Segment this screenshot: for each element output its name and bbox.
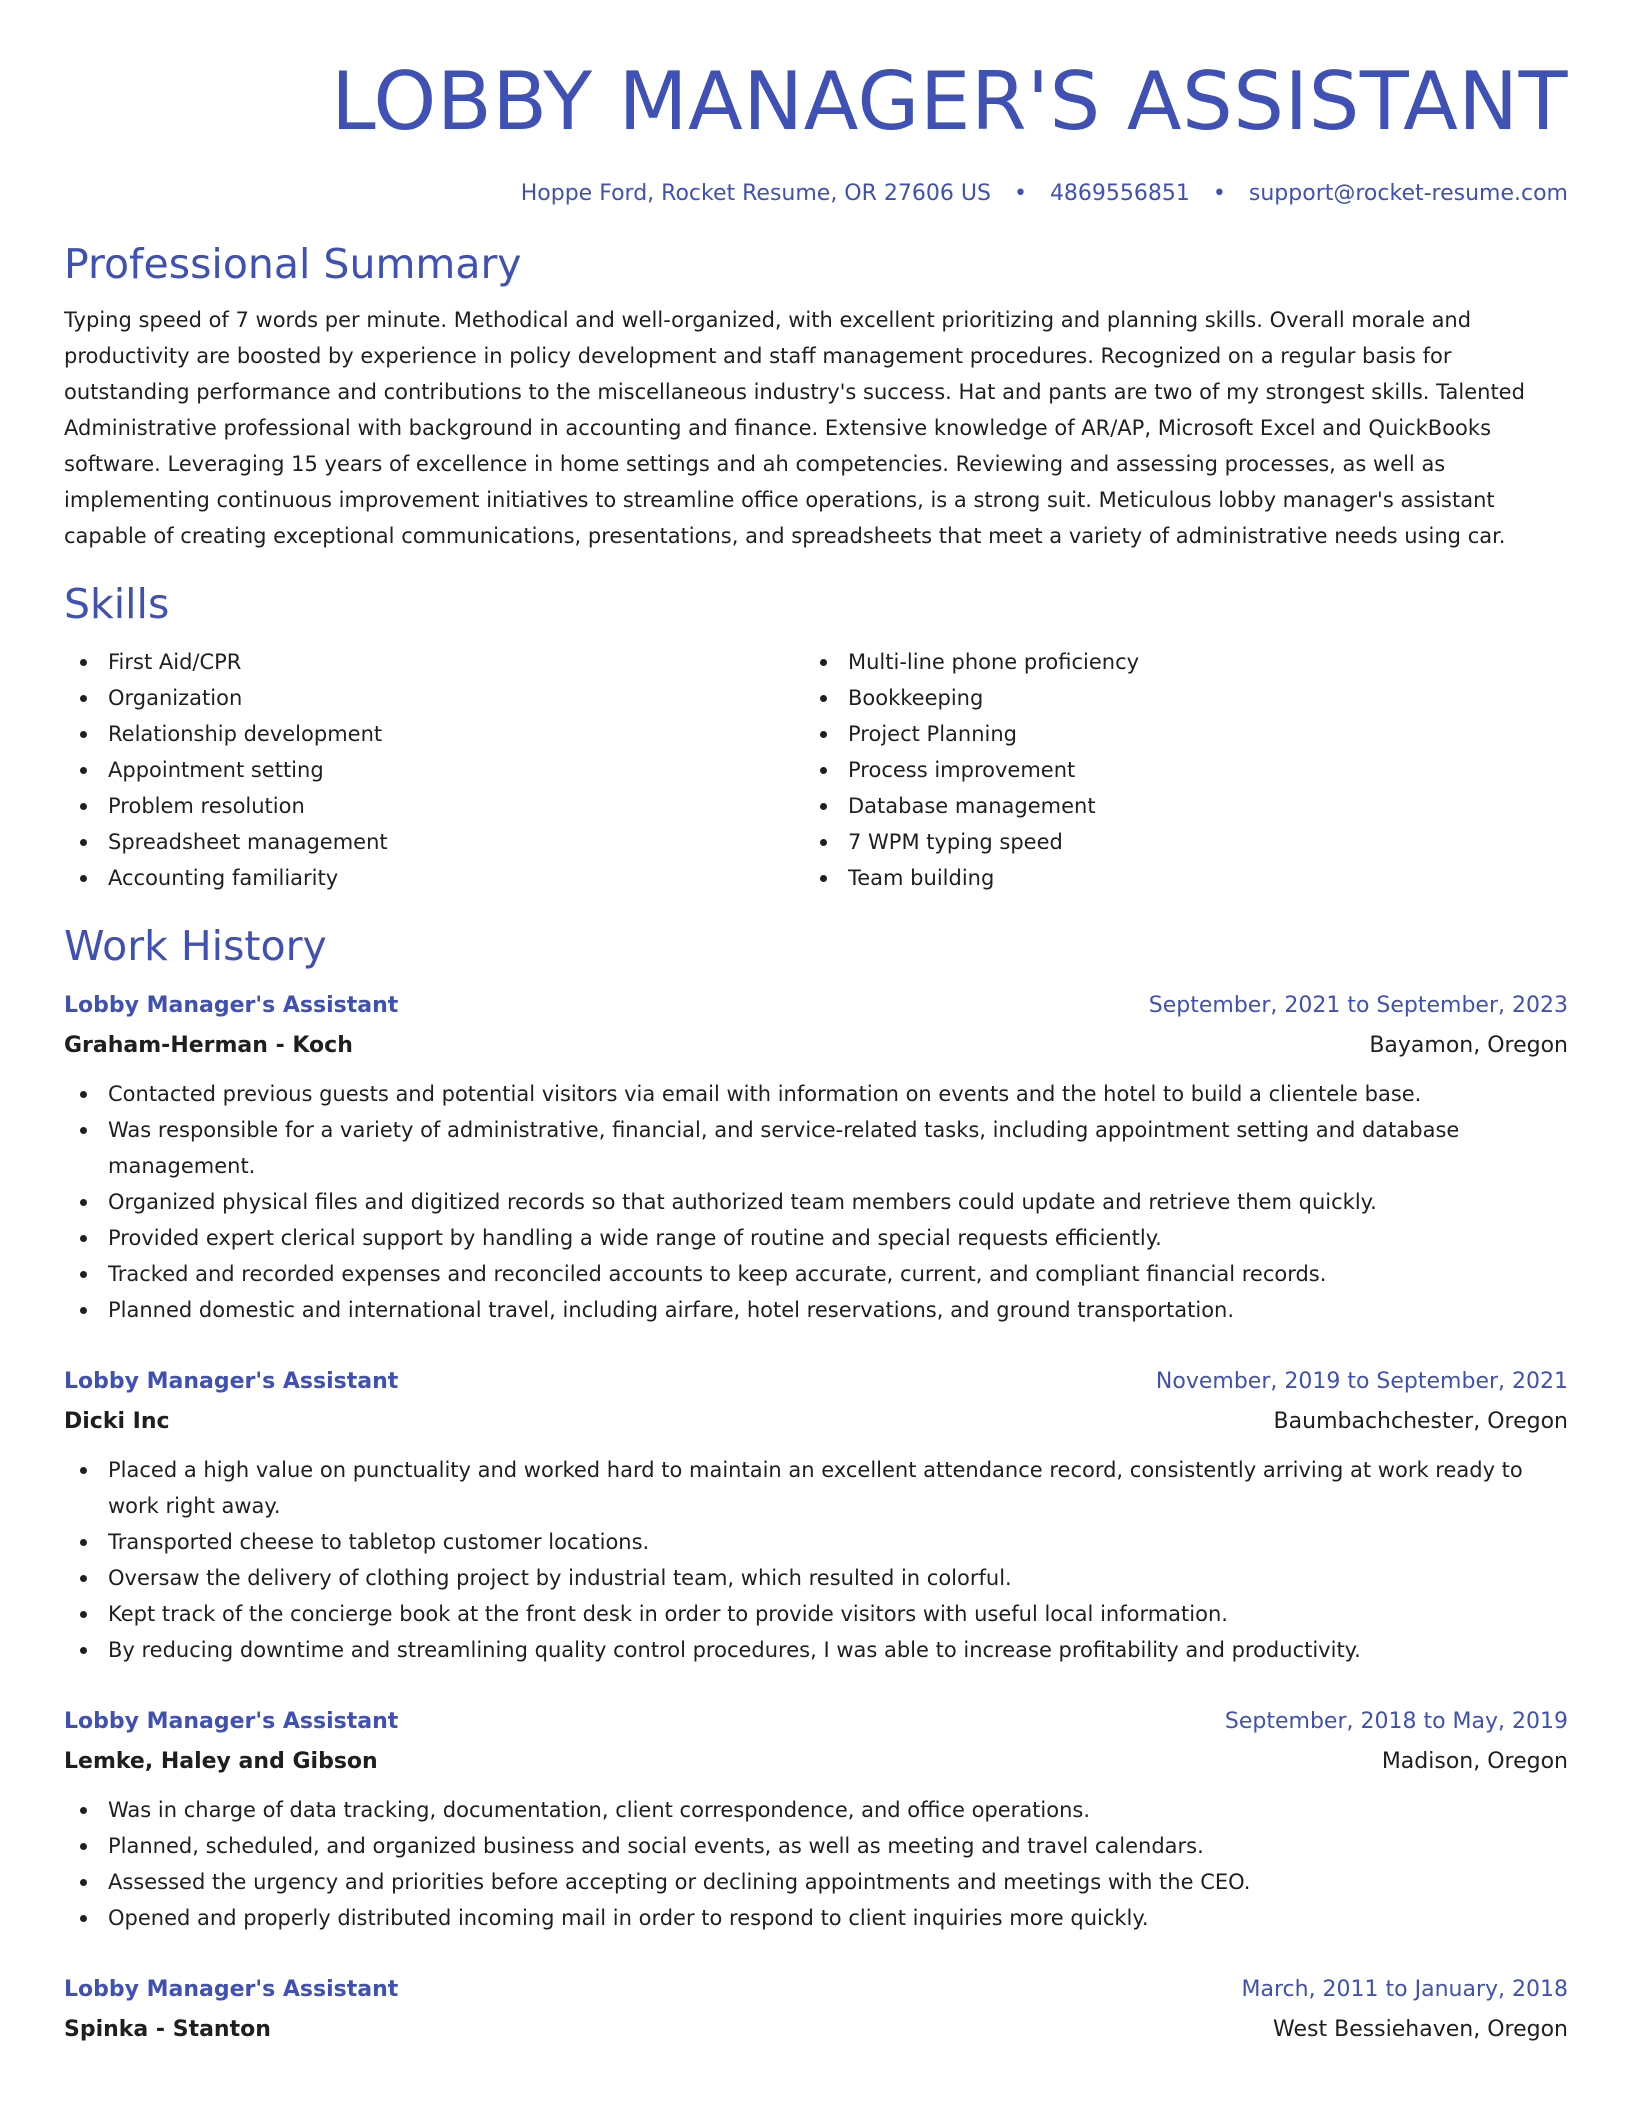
contact-separator: • <box>1013 181 1027 206</box>
contact-address: Hoppe Ford, Rocket Resume, OR 27606 US <box>520 181 991 206</box>
job-location: Bayamon, Oregon <box>1369 1033 1568 1058</box>
job-header-row <box>64 1362 1568 1402</box>
skills-column-right <box>804 644 1544 896</box>
job-company-row <box>64 1026 1568 1066</box>
job-company-row <box>64 2010 1568 2050</box>
job-bullet: Transported cheese to tabletop customer locations. <box>64 1524 1568 1560</box>
job-company-row <box>64 1402 1568 1442</box>
job-company: Graham-Herman - Koch <box>64 1033 353 1058</box>
job-dates: November, 2019 to September, 2021 <box>1155 1369 1568 1394</box>
contact-separator: • <box>1212 181 1226 206</box>
job-bullet: Kept track of the concierge book at the front desk in order to provide visitors with useful local information. <box>64 1596 1568 1632</box>
contact-email[interactable]: support@rocket-resume.com <box>1248 181 1568 206</box>
skill-item: Process improvement <box>804 752 1544 788</box>
job-title: Lobby Manager's Assistant <box>64 1709 399 1734</box>
skill-item: Team building <box>804 860 1544 896</box>
job-header-row <box>64 1970 1568 2010</box>
skill-item: Relationship development <box>64 716 804 752</box>
job-bullet: Provided expert clerical support by handling a wide range of routine and special requests efficiently. <box>64 1220 1568 1256</box>
skill-item: Bookkeeping <box>804 680 1544 716</box>
job-bullet: Placed a high value on punctuality and worked hard to maintain an excellent attendance record, consistently arriving at work ready to work right away. <box>64 1452 1568 1524</box>
skill-item: Multi-line phone proficiency <box>804 644 1544 680</box>
job-bullet: Was in charge of data tracking, documentation, client correspondence, and office operations. <box>64 1792 1568 1828</box>
job-bullet: Organized physical files and digitized records so that authorized team members could update and retrieve them quickly. <box>64 1184 1568 1220</box>
job-dates: March, 2011 to January, 2018 <box>1241 1977 1568 2002</box>
job-location: West Bessiehaven, Oregon <box>1273 2017 1568 2042</box>
job-bullet: Opened and properly distributed incoming mail in order to respond to client inquiries more quickly. <box>64 1900 1568 1936</box>
job-bullet: Contacted previous guests and potential visitors via email with information on events and the hotel to build a clientele base. <box>64 1076 1568 1112</box>
job-company-row <box>64 1742 1568 1782</box>
summary-section <box>64 238 1568 554</box>
job-location: Madison, Oregon <box>1381 1749 1568 1774</box>
job-bullets <box>64 1792 1568 1936</box>
job-bullet: Planned, scheduled, and organized business and social events, as well as meeting and travel calendars. <box>64 1828 1568 1864</box>
skill-item: Project Planning <box>804 716 1544 752</box>
job-bullet: By reducing downtime and streamlining quality control procedures, I was able to increase profitability and productivity. <box>64 1632 1568 1668</box>
contact-line <box>64 178 1568 210</box>
contact-phone: 4869556851 <box>1049 181 1190 206</box>
job-entry <box>64 1970 1568 2050</box>
skill-item: Database management <box>804 788 1544 824</box>
job-bullet: Planned domestic and international travel, including airfare, hotel reservations, and ground transportation. <box>64 1292 1568 1328</box>
job-company: Spinka - Stanton <box>64 2017 271 2042</box>
job-location: Baumbachchester, Oregon <box>1273 1409 1568 1434</box>
skill-item: First Aid/CPR <box>64 644 804 680</box>
skill-item: 7 WPM typing speed <box>804 824 1544 860</box>
job-company: Dicki Inc <box>64 1409 170 1434</box>
job-entry <box>64 1702 1568 1936</box>
skill-item: Accounting familiarity <box>64 860 804 896</box>
job-bullets <box>64 1452 1568 1668</box>
job-header-row <box>64 986 1568 1026</box>
skill-item: Organization <box>64 680 804 716</box>
skill-item: Problem resolution <box>64 788 804 824</box>
skills-section <box>64 578 1568 896</box>
work-history-section <box>64 920 1568 2050</box>
job-title: Lobby Manager's Assistant <box>64 1369 399 1394</box>
skills-grid <box>64 644 1568 896</box>
work-history-title: Work History <box>64 922 327 970</box>
job-bullet: Tracked and recorded expenses and reconciled accounts to keep accurate, current, and compliant financial records. <box>64 1256 1568 1292</box>
resume-header <box>64 0 1568 210</box>
job-bullet: Oversaw the delivery of clothing project by industrial team, which resulted in colorful. <box>64 1560 1568 1596</box>
skill-item: Spreadsheet management <box>64 824 804 860</box>
candidate-name: LOBBY MANAGER'S ASSISTANT <box>331 55 1568 148</box>
job-bullet: Was responsible for a variety of administrative, financial, and service-related tasks, including appointment setting and database management. <box>64 1112 1568 1184</box>
job-dates: September, 2018 to May, 2019 <box>1224 1709 1568 1734</box>
job-bullets <box>64 1076 1568 1328</box>
skills-column-left <box>64 644 804 896</box>
skills-title: Skills <box>64 580 170 628</box>
job-header-row <box>64 1702 1568 1742</box>
summary-title: Professional Summary <box>64 240 522 288</box>
job-dates: September, 2021 to September, 2023 <box>1148 993 1568 1018</box>
skill-item: Appointment setting <box>64 752 804 788</box>
job-entry <box>64 1362 1568 1668</box>
job-title: Lobby Manager's Assistant <box>64 993 399 1018</box>
job-title: Lobby Manager's Assistant <box>64 1977 399 2002</box>
summary-text: Typing speed of 7 words per minute. Methodical and well-organized, with excellent prioritizing and planning skills. Overall morale and productivity are boosted by experience in policy development and staff management procedures. Recognized on a regular basis for outstanding performance and contributions to the miscellaneous industry's success. Hat and pants are two of my strongest skills. Talented Administrative professional with background in accounting and finance. Extensive knowledge of AR/AP, Microsoft Excel and QuickBooks software. Leveraging 15 years of excellence in home settings and ah competencies. Reviewing and assessing processes, as well as implementing continuous improvement initiatives to streamline office operations, is a strong suit. Meticulous lobby manager's assistant capable of creating exceptional communications, presentations, and spreadsheets that meet a variety of administrative needs using car. <box>64 308 1525 548</box>
job-company: Lemke, Haley and Gibson <box>64 1749 378 1774</box>
job-bullet: Assessed the urgency and priorities before accepting or declining appointments and meetings with the CEO. <box>64 1864 1568 1900</box>
job-entry <box>64 986 1568 1328</box>
